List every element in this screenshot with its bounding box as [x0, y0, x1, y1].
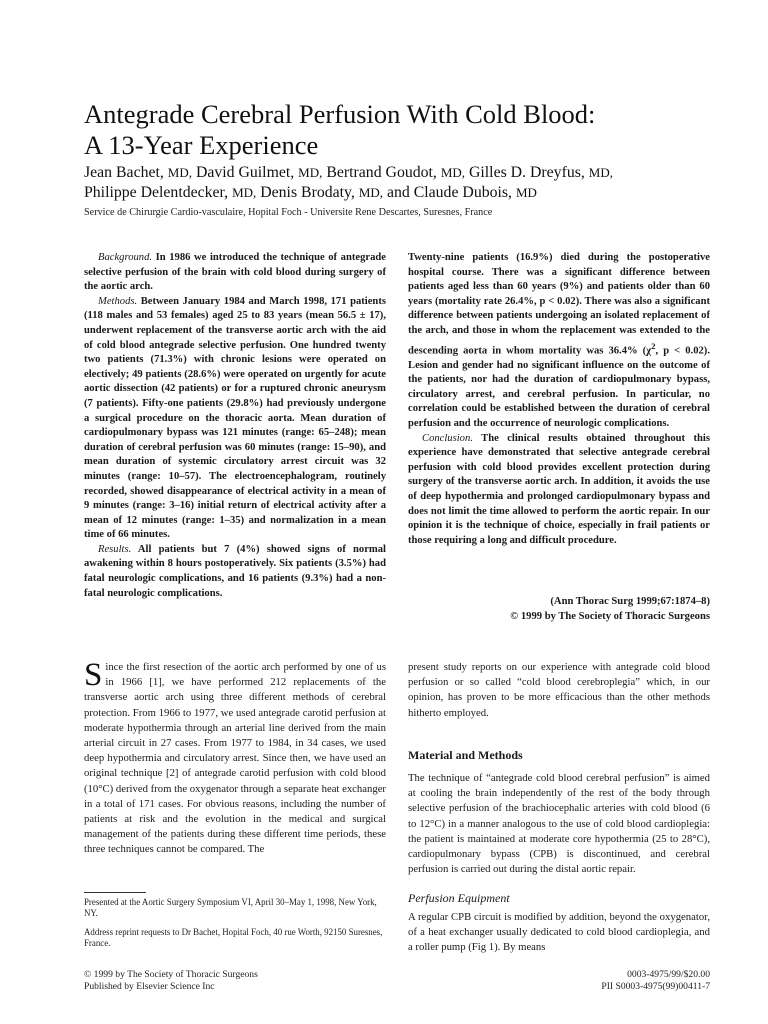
footer-identifiers [460, 969, 710, 993]
author-name: Gilles D. Dreyfus, [469, 164, 585, 181]
body-right-column [408, 660, 710, 955]
abstract-results-continued-text: Twenty-nine patients (16.9%) died during the postoperative hospital course. There was a significant difference between patients aged less than 60 years (9%) and patients older than 60 years (mortality rate 26.4%, p < 0.02). There was also a significant difference between patients undergoing an isolated replacement of the arch, and those in whom the replacement was extended to the descending aorta in whom mortality was 36.4% ( [408, 252, 710, 357]
author-name: Bertrand Goudot, [326, 164, 437, 181]
footer-pii: PII S0003-4975(99)00411-7 [601, 981, 710, 992]
footer-copyright [84, 969, 384, 993]
author-degree: MD, [167, 165, 192, 180]
abstract-background [84, 251, 386, 295]
article-title [84, 99, 724, 161]
citation-reference: (Ann Thorac Surg 1999;67:1874–8) [550, 596, 710, 607]
subsection-heading-perfusion-equipment: Perfusion Equipment [408, 891, 510, 906]
footer-publisher: Published by Elsevier Science Inc [84, 981, 215, 992]
author-degree: MD, [298, 165, 323, 180]
citation-copyright: © 1999 by The Society of Thoracic Surgeons [510, 610, 710, 622]
journal-citation [408, 595, 710, 624]
abstract-background-heading: Background. [98, 252, 153, 263]
footnote-divider [84, 892, 146, 893]
author-degree: MD [515, 184, 537, 200]
abstract-methods [84, 295, 386, 543]
abstract-conclusion-text: The clinical results obtained throughout this experience have demonstrated that selective antegrade cerebral perfusion with cold blood provides excellent protection during surgery of the transverse aortic arch. In addition, it avoids the use of deep hypothermia and prolonged cardiopulmonary bypass and does not limit the time allowed to perform the aortic repair. In our opinion it is the technique of choice, especially in frail patients or those requiring a long and difficult procedure. [408, 432, 710, 546]
abstract-methods-text: Between January 1984 and March 1998, 171 patients (118 males and 53 females) aged 25 to 83 years (mean 56.5 ± 17), underwent replacement of the transverse aortic arch with the aid of cold blood antegrade selective perfusion. One hundred twenty two patients (71.3%) with chronic lesions were operated on electively; 49 patients (28.6%) were operated on urgently for acute aortic dissection (42 patients) or for a ruptured chronic aneurysm (7 patients). Fifty-one patients (29.8%) had previously undergone a surgical procedure on the thoracic aorta. Mean duration of cardiopulmonary bypass was 121 minutes (range: 65–248); mean duration of cerebral perfusion was 60 minutes (range: 15–90), and mean duration of systemic circulatory arrest circuit was 32 minutes (range: 10–57). The electroencephalogram, routinely recorded, showed disappearance of electrical activity in a mean of 9 minutes (range: 3–16) initial return of electrical activity after a mean of 12 minutes (range: 1–35) and normalization in a mean time of 66 minutes. [84, 295, 386, 541]
author-name: Denis Brodaty, [260, 183, 355, 201]
footnote-presented: Presented at the Aortic Surgery Symposium VI, April 30–May 1, 1998, New York, NY. [84, 897, 377, 919]
abstract-results-tail-text: , p < 0.02). Lesion and gender had no significant influence on the outcome of the patients, nor had the duration of cardiopulmonary bypass, circulatory arrest, and cerebral perfusion. In particular, no correlation could be established between the duration of cerebral perfusion and the occurrence of neurologic complications. [408, 345, 710, 430]
section-heading-material-methods: Material and Methods [408, 747, 523, 762]
perfusion-equipment-paragraph: A regular CPB circuit is modified by addition, beyond the oxygenator, of a heat exchanger usually dedicated to cold blood cardioplegia, and a roller pump (Fig 1). By means [408, 910, 710, 954]
author-list [84, 163, 744, 202]
author-degree: MD, [440, 165, 466, 180]
abstract-left-column [84, 251, 386, 601]
abstract-results [84, 543, 386, 601]
body-left-column [84, 657, 386, 858]
abstract-background-text: In 1986 we introduced the technique of antegrade selective perfusion of the brain with cold blood during surgery of the aortic arch. [84, 252, 386, 293]
abstract-results-continued [408, 251, 710, 432]
footer-issn: 0003-4975/99/$20.00 [627, 969, 710, 980]
author-name: David Guilmet, [195, 164, 295, 181]
author-degree: MD, [358, 184, 384, 200]
footer-society: © 1999 by The Society of Thoracic Surgeons [84, 969, 258, 980]
intro-continued: present study reports on our experience with antegrade cold blood perfusion or so called “cold blood cerebroplegia” which, in our opinion, has proven to be more efficacious than the other methods hitherto employed. [408, 661, 710, 719]
author-degree: MD, [232, 184, 257, 200]
abstract-conclusion-heading: Conclusion. [422, 432, 473, 444]
author-degree: MD, [588, 165, 613, 180]
footnote-reprint: Address reprint requests to Dr Bachet, Hopital Foch, 40 rue Worth, 92150 Suresnes, France. [84, 926, 383, 948]
author-name: Jean Bachet, [84, 164, 164, 181]
abstract-conclusion [408, 432, 710, 549]
footnotes [84, 897, 388, 956]
affiliation: Service de Chirurgie Cardio-vasculaire, Hopital Foch - Universite Rene Descartes, Suresnes, France [84, 207, 493, 218]
author-name: and Claude Dubois, [386, 183, 513, 201]
chi-superscript: 2 [651, 340, 656, 351]
author-name: Philippe Delentdecker, [84, 183, 229, 201]
title-line-2: A 13-Year Experience [84, 130, 319, 160]
abstract-results-heading: Results. [98, 543, 132, 555]
material-methods-paragraph: The technique of “antegrade cold blood cerebral perfusion” is aimed at cooling the brain independently of the rest of the body through selective perfusion of the brachiocephalic arteries with cold blood (6 to 12°C) in a manner analogous to the use of cold blood cardioplegia: the patient is maintained at moderate core hypothermia (25 to 28°C), cardiopulmonary bypass (CPB) is discontinued, and cerebral perfusion is carried out during the distal aortic repair. [408, 772, 710, 876]
intro-paragraph [84, 657, 386, 858]
chi-symbol: χ [646, 345, 652, 357]
intro-text: ince the first resection of the aortic arch performed by one of us in 1966 [1], we have performed 212 replacements of the transverse aortic arch using three different methods of cerebral protection. From 1966 to 1977, we used antegrade carotid perfusion at moderate hypothermia through an arterial line derived from the main arterial circuit in 27 cases. From 1977 to 1984, in 34 cases, we used deep hypothermia and circulatory arrest. Since then, we have used an original technique [2] of antegrade carotid perfusion with cold blood (10°C) derived from the oxygenator through a separate heat exchanger in a total of 171 cases. For obvious reasons, including the number of patients at risk and the evolution in the medical and surgical management of the patients during these different time periods, these three techniques cannot be compared. The [84, 661, 386, 856]
abstract-right-column [408, 251, 710, 548]
abstract-results-text: All patients but 7 (4%) showed signs of normal awakening within 8 hours postoperatively. Six patients (3.5%) had fatal neurologic complications, and 16 patients (9.3%) had a non-fatal neurologic complications. [84, 543, 386, 599]
abstract-methods-heading: Methods. [98, 295, 138, 307]
drop-cap: S [84, 657, 103, 693]
title-line-1: Antegrade Cerebral Perfusion With Cold Blood: [84, 99, 596, 129]
